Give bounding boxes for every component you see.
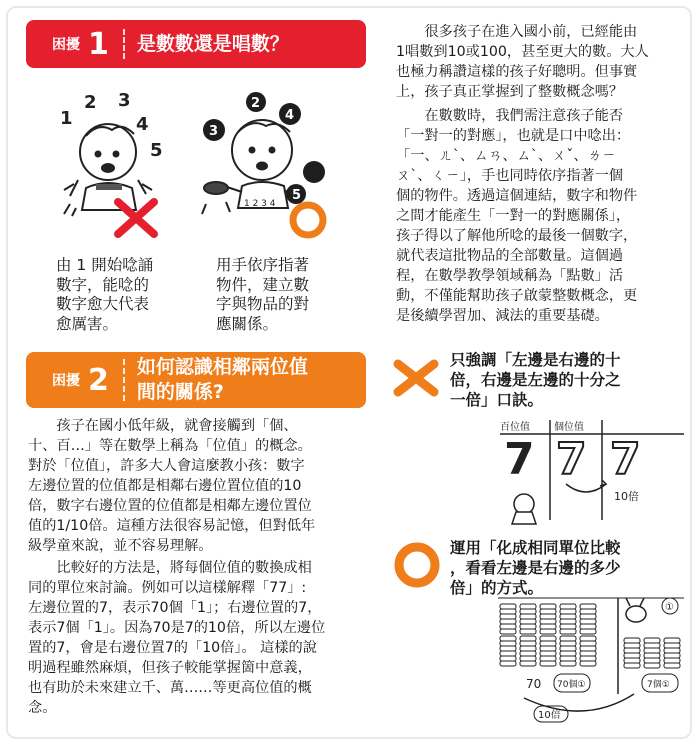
right-tip-text <box>450 538 690 598</box>
text-line: 「一、ㄦˋ、ㄙㄢ、ㄙˋ、ㄨˇ、ㄌㄧ <box>396 148 616 164</box>
coin <box>540 604 556 609</box>
ball-small-numbers: 1 2 3 4 <box>244 199 276 209</box>
coin <box>520 614 536 619</box>
wrong-caption-line: 數字，能唸的 <box>56 275 150 294</box>
coin <box>540 619 556 624</box>
coin <box>664 658 680 663</box>
text-line: 孩子在國小低年級，就會接觸到「個、 <box>56 418 298 434</box>
coin <box>500 661 516 666</box>
coin <box>500 614 516 619</box>
wrong-tip-text <box>450 350 690 410</box>
coin <box>520 604 536 609</box>
text-line: 之間才能產生「一對一的對應關係」， <box>396 208 631 224</box>
coin <box>644 658 660 663</box>
ball-number-3: 3 <box>209 124 219 139</box>
text-line: ㄡˋ、ㄑㄧ」，手也同時依序指著一個 <box>396 168 623 184</box>
coin <box>500 624 516 629</box>
section1-divider <box>123 29 125 59</box>
right-caption-line: 用手依序指著 <box>216 256 310 274</box>
coin <box>520 651 536 656</box>
coin <box>624 643 640 648</box>
coin <box>644 643 660 648</box>
coin <box>500 656 516 661</box>
coin <box>580 614 596 619</box>
coin <box>644 653 660 658</box>
coin <box>560 614 576 619</box>
orange-o-icon <box>399 547 435 583</box>
bunny-figure <box>626 598 646 622</box>
coin <box>540 656 556 661</box>
section2-divider <box>123 359 125 401</box>
text-line: 念。 <box>28 700 57 716</box>
coin <box>580 661 596 666</box>
chant-number-4: 4 <box>136 114 149 135</box>
coin <box>624 653 640 658</box>
label-seven-ones: 7個① <box>647 680 670 690</box>
coin <box>500 629 516 634</box>
coin <box>560 619 576 624</box>
text-line: 很多孩子在進入國小前，已經能由 <box>424 24 638 40</box>
coin <box>580 651 596 656</box>
wrong-caption-line: 由 1 開始唸誦 <box>56 256 154 274</box>
text-line: 上，孩子真正掌握到了整數概念嗎？ <box>396 84 624 100</box>
coin <box>560 656 576 661</box>
coin <box>560 624 576 629</box>
text-line: 一倍」口訣。 <box>450 391 544 409</box>
text-line: 是後續學習加、減法的重要基礎。 <box>396 308 609 324</box>
coin <box>644 648 660 653</box>
right-caption-line: 字與物品的對 <box>216 295 310 313</box>
chant-number-3: 3 <box>118 90 131 111</box>
chant-number-2: 2 <box>84 92 97 113</box>
text-line: 1唱數到10或100，甚至更大的數。大人 <box>396 44 649 60</box>
section1-banner <box>26 20 366 68</box>
text-line: 倍，右邊是左邊的十分之 <box>450 371 621 389</box>
section2-paragraph-2 <box>28 558 368 718</box>
text-line: 也極力稱讚這樣的孩子好聰明。但事實 <box>396 64 638 80</box>
coin <box>500 651 516 656</box>
text-line: 倍，數字右邊位置的位值都是相鄰左邊位置位 <box>28 498 312 514</box>
ball-number-2: 2 <box>251 96 261 111</box>
coin <box>540 641 556 646</box>
coin <box>520 656 536 661</box>
coin <box>580 624 596 629</box>
coin <box>560 651 576 656</box>
text-line: 對於「位值」，許多大人會這麼教小孩：數字 <box>28 458 305 474</box>
coin <box>540 661 556 666</box>
right-o-mark <box>293 205 323 235</box>
text-line: 明過程雖然麻煩，但孩子較能掌握箇中意義， <box>28 660 312 676</box>
right-tip-mark <box>392 540 442 590</box>
orange-x-icon <box>398 364 434 392</box>
coin <box>520 646 536 651</box>
coin <box>560 641 576 646</box>
coin <box>560 609 576 614</box>
coin <box>664 648 680 653</box>
label-one-coin: ① <box>665 602 674 613</box>
coin <box>580 656 596 661</box>
section2-title-line: 間的關係? <box>136 381 224 403</box>
coin <box>580 646 596 651</box>
coin <box>540 614 556 619</box>
text-line: 左邊位置的7，表示70個「1」；右邊位置的7， <box>28 600 322 616</box>
text-line: 在數數時，我們需注意孩子能否 <box>424 108 624 124</box>
coin <box>664 643 680 648</box>
section1-number: 1 <box>88 26 109 62</box>
text-line: 置的7，會是右邊位置7的「10倍」。 這樣的說 <box>28 640 317 656</box>
label-ten-times: 10倍 <box>538 710 561 721</box>
coin <box>520 661 536 666</box>
coin <box>624 638 640 643</box>
chanting-kid-drawing <box>64 124 152 216</box>
tens-header: 百位值 <box>500 422 530 433</box>
coin <box>644 663 660 668</box>
coin <box>540 651 556 656</box>
section2-tag: 困擾 <box>52 373 80 389</box>
coin <box>560 604 576 609</box>
wrong-tip-mark <box>392 358 440 398</box>
coin <box>664 638 680 643</box>
text-line: 同的單位來討論。例如可以這樣解釋「77」: <box>28 580 307 596</box>
ball-number-4: 4 <box>285 108 295 123</box>
coin <box>540 629 556 634</box>
right-caption-line: 應關係。 <box>216 314 279 333</box>
section2-banner <box>26 352 366 408</box>
chant-number-5: 5 <box>150 140 163 161</box>
coin <box>664 653 680 658</box>
coin <box>500 604 516 609</box>
ball-number-5: 5 <box>292 188 302 203</box>
coin <box>520 636 536 641</box>
coin <box>540 609 556 614</box>
wrong-caption <box>56 256 196 334</box>
text-line: 值的1/10倍。這種方法很容易記憶，但對低年 <box>28 518 316 534</box>
text-line: 動，不僅能幫助孩子啟蒙整數概念，更 <box>396 288 638 304</box>
text-line: 表示7個「1」。因為70是7的10倍，所以左邊位 <box>28 620 326 636</box>
section2-title <box>137 355 308 405</box>
wrong-caption-line: 愈厲害。 <box>56 314 119 333</box>
text-line: 左邊位置的位值都是相鄰右邊位置位值的10 <box>28 478 302 494</box>
text-line: 倍」的方式。 <box>450 579 544 597</box>
times-label: 10倍 <box>614 490 639 503</box>
text-line: 也有助於未來建立千、萬……等更高位值的概 <box>28 680 312 696</box>
coin <box>580 604 596 609</box>
coin <box>560 636 576 641</box>
section2-title-line: 如何認識相鄰兩位值 <box>136 356 308 378</box>
text-line: 級學童來說，並不容易理解。 <box>28 538 213 554</box>
section2-paragraph-1 <box>28 416 368 556</box>
coin <box>624 663 640 668</box>
girl-figure <box>512 494 536 524</box>
coin <box>580 629 596 634</box>
text-line: 只強調「左邊是右邊的十 <box>450 351 621 369</box>
digit-right-2: 7 <box>610 434 641 485</box>
text-line: 程，在數學教學領域稱為「點數」活 <box>396 268 624 284</box>
text-line: 比較好的方法是，將每個位值的數換成相 <box>56 560 312 576</box>
place-value-sketch <box>494 416 690 526</box>
ones-header: 個位值 <box>554 422 584 433</box>
coin <box>580 636 596 641</box>
coin <box>664 663 680 668</box>
coin <box>624 648 640 653</box>
coin <box>560 646 576 651</box>
coin <box>540 636 556 641</box>
text-line: 孩子得以了解他所唸的最後一個數字， <box>396 228 638 244</box>
section1-title: 是數數還是唱數？ <box>136 32 289 55</box>
coin <box>540 624 556 629</box>
text-line: 就代表這批物品的全部數量。這個過 <box>396 248 624 264</box>
right-caption <box>216 256 356 334</box>
right-caption-line: 物件，建立數 <box>216 275 310 294</box>
digit-left: 7 <box>504 434 535 485</box>
coin <box>540 646 556 651</box>
section1-paragraph-2 <box>396 106 686 326</box>
coin <box>520 609 536 614</box>
coin <box>520 641 536 646</box>
coin-stacks-sketch <box>494 594 690 728</box>
coin <box>580 641 596 646</box>
label-seventy-ones: 70個① <box>557 680 586 690</box>
arrow-curve <box>566 484 606 492</box>
coin <box>500 609 516 614</box>
text-line: 個的物件。透過這個連結，數字和物件 <box>396 188 638 204</box>
coin <box>500 636 516 641</box>
coin <box>500 641 516 646</box>
text-line: 運用「化成相同單位比較 <box>450 539 621 557</box>
counting-illustration <box>56 84 346 240</box>
coin <box>500 619 516 624</box>
coin <box>644 638 660 643</box>
section1-paragraph-1 <box>396 22 686 102</box>
text-line: 十、百…」等在數學上稱為「位值」的概念。 <box>28 438 312 454</box>
label-seventy: 70 <box>526 677 542 691</box>
coin <box>624 658 640 663</box>
section1-tag: 困擾 <box>52 37 80 53</box>
coin <box>580 609 596 614</box>
section2-number: 2 <box>88 362 109 398</box>
text-line: 「一對一的對應」，也就是口中唸出： <box>396 128 631 144</box>
coin <box>520 624 536 629</box>
coin <box>520 619 536 624</box>
text-line: ，看看左邊是右邊的多少 <box>450 559 621 577</box>
coin <box>520 629 536 634</box>
chant-number-1: 1 <box>60 108 73 129</box>
wrong-caption-line: 數字愈大代表 <box>56 295 150 313</box>
coin <box>560 661 576 666</box>
coin <box>580 619 596 624</box>
digit-right: 7 <box>556 434 587 485</box>
coin <box>560 629 576 634</box>
coin <box>500 646 516 651</box>
